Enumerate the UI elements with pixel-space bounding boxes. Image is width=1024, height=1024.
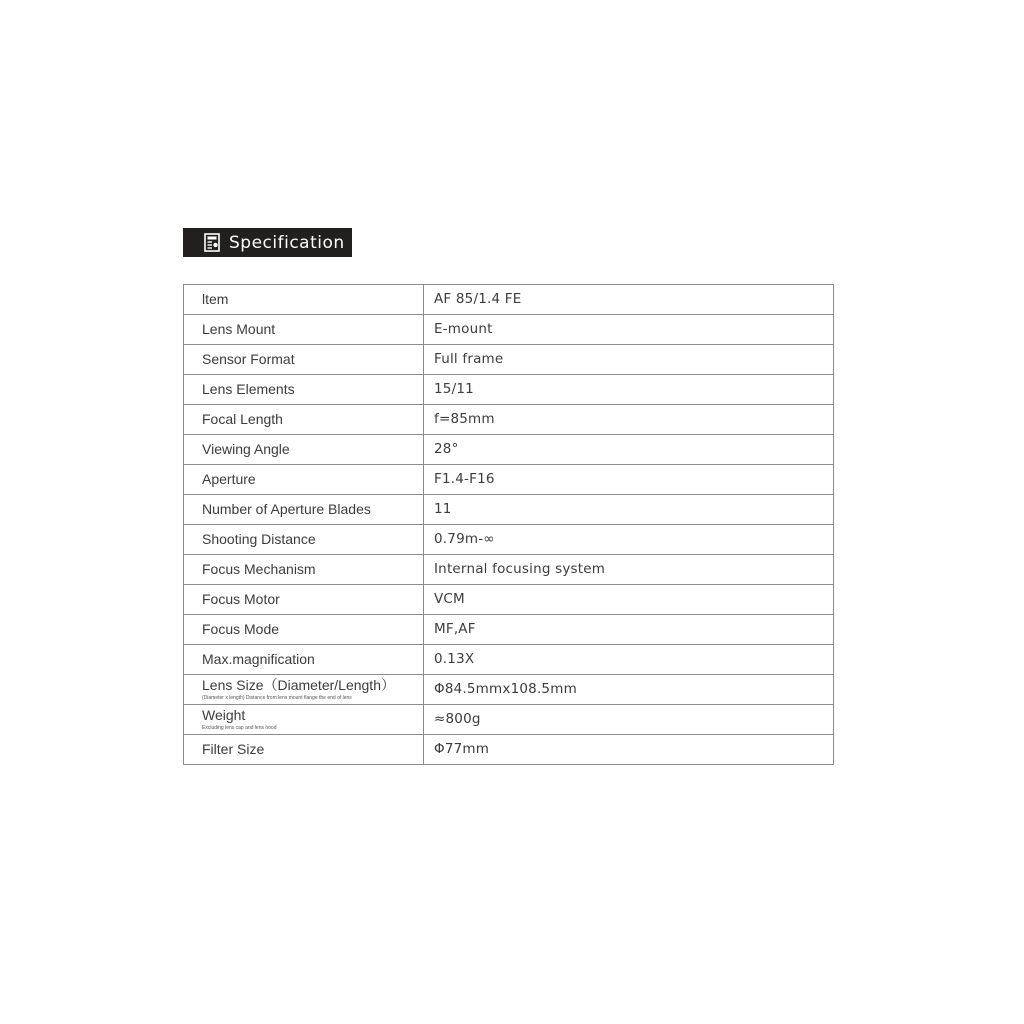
table-row bbox=[184, 495, 834, 525]
table-row bbox=[184, 705, 834, 735]
spec-value-cell: 0.13X bbox=[424, 645, 834, 675]
spec-item-label: Focus Mechanism bbox=[202, 560, 316, 577]
spec-item-cell bbox=[184, 495, 424, 525]
spec-value-cell: 28° bbox=[424, 435, 834, 465]
spec-item-label: ltem bbox=[202, 290, 229, 307]
table-row bbox=[184, 405, 834, 435]
table-row bbox=[184, 585, 834, 615]
spec-value-cell: 0.79m-∞ bbox=[424, 525, 834, 555]
spec-item-label: Lens Mount bbox=[202, 320, 276, 337]
specification-table bbox=[183, 284, 834, 765]
spec-item-cell bbox=[184, 585, 424, 615]
spec-value-cell: 11 bbox=[424, 495, 834, 525]
spec-value-cell: E-mount bbox=[424, 315, 834, 345]
spec-item-cell bbox=[184, 435, 424, 465]
spec-item-label: Number of Aperture Blades bbox=[202, 500, 371, 517]
spec-item-cell bbox=[184, 375, 424, 405]
spec-item-cell bbox=[184, 675, 424, 705]
spec-value-cell: AF 85/1.4 FE bbox=[424, 285, 834, 315]
table-row bbox=[184, 315, 834, 345]
table-row bbox=[184, 465, 834, 495]
spec-item-label: Lens Elements bbox=[202, 380, 295, 397]
spec-item-cell bbox=[184, 645, 424, 675]
spec-value-cell: VCM bbox=[424, 585, 834, 615]
spec-value-cell: Full frame bbox=[424, 345, 834, 375]
table-row bbox=[184, 345, 834, 375]
spec-value-cell: Internal focusing system bbox=[424, 555, 834, 585]
spec-item-label: Aperture bbox=[202, 470, 256, 487]
table-row bbox=[184, 435, 834, 465]
spec-item-label: Weight bbox=[202, 707, 246, 724]
table-row bbox=[184, 285, 834, 315]
spec-value-cell: f=85mm bbox=[424, 405, 834, 435]
spec-item-label: Viewing Angle bbox=[202, 440, 290, 457]
spec-value-cell: Φ84.5mmx108.5mm bbox=[424, 675, 834, 705]
spec-item-cell bbox=[184, 345, 424, 375]
spec-item-label: Lens Size（Diameter/Length） bbox=[202, 677, 395, 694]
table-row bbox=[184, 675, 834, 705]
spec-sheet-icon bbox=[203, 233, 220, 253]
table-row bbox=[184, 555, 834, 585]
spec-item-cell bbox=[184, 285, 424, 315]
spec-item-label: Focal Length bbox=[202, 410, 283, 427]
table-row bbox=[184, 615, 834, 645]
spec-item-label: Shooting Distance bbox=[202, 530, 316, 547]
table-row bbox=[184, 735, 834, 765]
spec-item-note: (Diameter x length) Distance from lens mount flange the end of lens bbox=[202, 694, 352, 701]
spec-item-label: Focus Motor bbox=[202, 590, 280, 607]
spec-item-label: Filter Size bbox=[202, 740, 265, 757]
spec-item-cell bbox=[184, 405, 424, 435]
spec-item-cell bbox=[184, 735, 424, 765]
section-header bbox=[183, 228, 352, 257]
spec-item-cell bbox=[184, 705, 424, 735]
spec-item-note: Excluding lens cap and lens hood bbox=[202, 724, 277, 731]
spec-value-cell: 15/11 bbox=[424, 375, 834, 405]
table-row bbox=[184, 645, 834, 675]
table-row bbox=[184, 525, 834, 555]
spec-value-cell: ≈800g bbox=[424, 705, 834, 735]
spec-item-cell bbox=[184, 315, 424, 345]
spec-value-cell: MF,AF bbox=[424, 615, 834, 645]
spec-item-label: Sensor Format bbox=[202, 350, 295, 367]
spec-item-cell bbox=[184, 465, 424, 495]
spec-value-cell: F1.4-F16 bbox=[424, 465, 834, 495]
table-row bbox=[184, 375, 834, 405]
spec-item-cell bbox=[184, 555, 424, 585]
section-title: Specification bbox=[229, 232, 345, 253]
spec-item-label: Max.magnification bbox=[202, 650, 315, 667]
spec-item-cell bbox=[184, 615, 424, 645]
spec-item-cell bbox=[184, 525, 424, 555]
spec-item-label: Focus Mode bbox=[202, 620, 280, 637]
spec-value-cell: Φ77mm bbox=[424, 735, 834, 765]
